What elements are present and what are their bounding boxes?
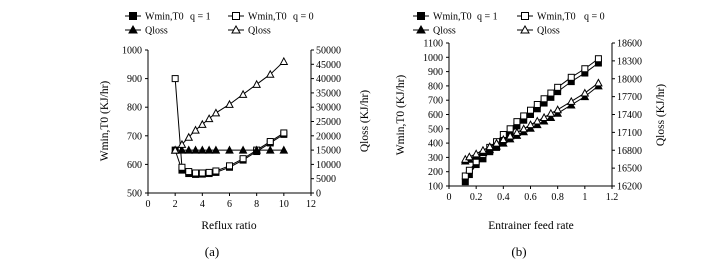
chart-b-y-tick-label: 600 [428,110,443,121]
chart-a-series [172,58,288,177]
chart-a-y2-tick-label: 30000 [316,102,341,114]
chart-b-x-ticks [447,186,619,203]
chart-a-y2-tick-label: 45000 [316,59,341,71]
chart-b-x-tick-label: 0.8 [551,192,564,203]
chart-b-series-4-point [547,110,554,117]
chart-a-x-tick-label: 10 [278,199,289,210]
legend-b-item-1 [413,12,498,23]
chart-a-x-tick-label: 2 [172,199,178,210]
chart-b-series-2-point [595,56,601,62]
chart-a-x-ticks [146,193,317,210]
chart-b-series-2-point [568,74,574,80]
chart-b-x-tick-label: 0.6 [524,192,537,203]
chart-a-y2-tick-label: 0 [316,188,321,200]
chart-b-y2-tick-label: 18600 [617,38,642,50]
legend-b-open-square-marker [522,13,529,20]
chart-a-y2-tick-label: 35000 [316,88,341,100]
legend-b-q-1: q = 1 [477,11,498,23]
chart-b-x-tick-label: 0.2 [469,192,483,203]
chart-b-series-2-point [521,113,527,119]
chart-b-series-2-point [528,107,534,113]
legend-b-label-3: Qloss [433,25,456,37]
legend-a-label-3: Qloss [145,25,168,37]
legend-b-item-2 [517,12,605,23]
chart-a-series-2-point [193,170,199,176]
chart-b-series-4-point [527,121,534,128]
chart-b-series-2-point [541,96,547,102]
chart-b-y2-tick-label: 17100 [617,127,642,139]
chart-a-series-2-point [281,130,287,136]
chart-b-series-4-line [465,83,598,159]
chart-a-y-axis-title: Wmin,T0 (KJ/hr) [99,80,111,162]
chart-b-y2-tick-label: 17700 [617,92,642,104]
chart-a-series-2-point [179,164,185,170]
chart-a-x-axis-title: Reflux ratio [201,220,257,232]
chart-a-y2-tick-label: 5000 [316,174,336,186]
chart-a-series-4-point [240,91,247,98]
legend-b-label-2: Wmin,T0 [537,11,576,23]
legend-b-item-3 [413,26,456,37]
chart-a-series-4-point [212,109,219,116]
chart-b-y-tick-label: 700 [428,95,443,107]
chart-b-series-4-point [473,150,480,157]
legend-a-filled-square-marker [130,13,137,20]
chart-a-series-2-point [172,76,178,82]
chart-b-y2-tick-label: 16200 [617,181,642,193]
chart-b-series-4-point [541,114,548,121]
chart-b-y-tick-label: 800 [428,81,443,93]
chart-b-y-ticks [423,39,449,193]
legend-a-label-1: Wmin,T0 [145,11,184,23]
chart-a-series-4-point [280,58,287,65]
chart-b-y-tick-label: 900 [428,67,443,79]
chart-a-series-4-point [253,81,260,88]
chart-b-series-2-point [466,167,472,173]
chart-b-y-axis-title: Wmin,T0 (KJ/hr) [395,74,407,156]
chart-a-y-tick-label: 500 [127,188,142,200]
chart-a-series-2-point [240,156,246,162]
chart-b-series-4-point [568,98,575,105]
chart-b-series-1-point [462,179,468,185]
chart-a-caption: (a) [204,244,220,259]
chart-b-y2-ticks [612,39,642,193]
legend-a-label-2: Wmin,T0 [248,11,287,23]
chart-a-series-2-point [199,170,205,176]
chart-a-legend [125,12,314,37]
chart-b-series-2-point [462,173,468,179]
chart-b [395,12,667,260]
chart-b-series-2-point [582,66,588,72]
chart-b-y-tick-label: 100 [428,181,443,193]
chart-b-y-tick-label: 400 [428,138,443,150]
chart-b-y2-tick-label: 18300 [617,56,642,68]
chart-b-y2-tick-label: 18000 [617,74,642,86]
chart-b-y2-tick-label: 16500 [617,163,642,175]
chart-b-y-tick-label: 200 [428,167,443,179]
chart-b-x-tick-label: 1 [582,192,588,203]
chart-a-y2-tick-label: 15000 [316,145,341,157]
chart-b-x-axis-title: Entrainer feed rate [488,220,574,232]
chart-a [99,12,371,260]
chart-b-series-4-point [595,79,602,86]
chart-a-y2-tick-label: 40000 [316,74,341,86]
chart-b-y-tick-label: 1100 [423,38,443,50]
chart-a-series-2-point [267,139,273,145]
chart-b-y-tick-label: 500 [428,124,443,136]
chart-a-y2-tick-label: 50000 [316,45,341,57]
chart-a-y-tick-label: 1000 [122,45,142,57]
chart-b-series-4-point [520,125,527,132]
chart-b-series-4-point [554,106,561,113]
legend-a-q-2: q = 0 [293,11,314,23]
chart-b-series-4-point [479,147,486,154]
legend-b-label-4: Qloss [537,25,560,37]
chart-b-caption: (b) [511,244,527,259]
chart-b-series-2-point [534,101,540,107]
chart-a-x-tick-label: 4 [199,199,205,210]
chart-b-series-2-point [555,84,561,90]
chart-a-y-ticks [122,46,148,200]
chart-b-y2-tick-label: 16800 [617,145,642,157]
legend-a-item-4 [228,26,271,37]
chart-a-series-2-point [213,168,219,174]
chart-b-series-2-point [514,119,520,125]
chart-a-y2-tick-label: 20000 [316,131,341,143]
chart-a-y-tick-label: 900 [127,74,142,86]
legend-a-open-square-marker [233,13,240,20]
chart-a-series-4-point [226,101,233,108]
chart-b-x-tick-label: 0 [446,192,452,203]
chart-b-series-2-point [507,126,513,132]
chart-a-x-tick-label: 12 [306,199,316,210]
chart-b-series-1-line [465,63,598,182]
legend-a-label-4: Qloss [248,25,271,37]
chart-b-series-4-point [466,153,473,160]
chart-a-y2-ticks [311,46,341,200]
legend-a-item-1 [125,12,211,23]
chart-b-legend [413,12,605,37]
chart-b-series-2-point [548,90,554,96]
chart-b-y2-axis-title: Qloss (KJ/hr) [655,83,667,147]
chart-a-y2-tick-label: 10000 [316,159,341,171]
chart-b-y-tick-label: 1000 [423,52,443,64]
chart-a-series-2-point [227,163,233,169]
chart-b-y-tick-label: 300 [428,152,443,164]
chart-b-series-4-point [534,118,541,125]
legend-b-item-4 [517,26,560,37]
chart-a-series-2-point [186,169,192,175]
legend-b-label-1: Wmin,T0 [433,11,472,23]
chart-a-x-tick-label: 0 [145,199,151,210]
chart-a-x-tick-label: 6 [227,199,232,210]
legend-a-q-1: q = 1 [190,11,211,23]
legend-a-item-3 [125,26,168,37]
chart-b-series [462,56,602,185]
chart-a-y2-axis-title: Qloss (KJ/hr) [359,89,371,153]
legend-b-filled-square-marker [418,13,425,20]
chart-b-y2-tick-label: 17400 [617,110,642,121]
legend-a-item-2 [228,12,314,23]
chart-a-y-tick-label: 800 [127,102,142,114]
chart-a-y-tick-label: 700 [127,131,142,143]
chart-a-series-2-line [175,79,284,173]
chart-a-x-tick-label: 8 [254,199,260,210]
chart-b-x-tick-label: 1.2 [605,192,619,203]
legend-b-q-2: q = 0 [584,11,605,23]
chart-a-y2-tick-label: 25000 [316,117,341,128]
chart-b-x-tick-label: 0.4 [497,192,510,203]
chart-a-y-tick-label: 600 [127,159,142,171]
chart-b-series-4-point [581,90,588,97]
chart-b-series-4-point [513,129,520,136]
chart-a-series-2-point [206,169,212,175]
